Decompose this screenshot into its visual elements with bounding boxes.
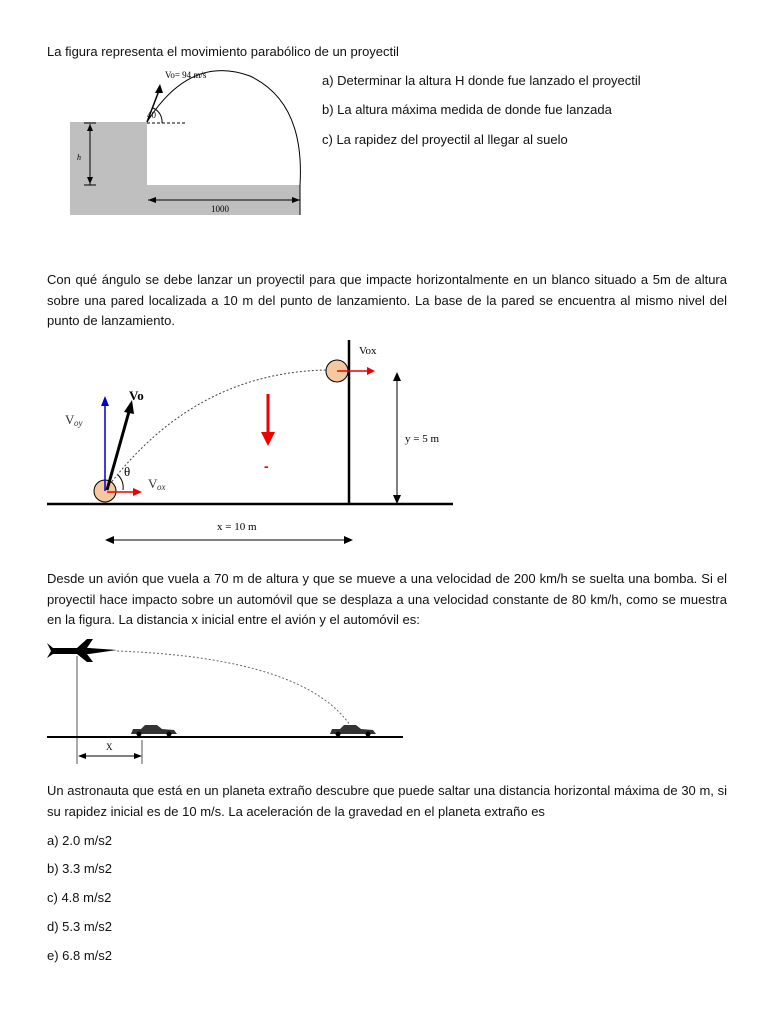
distance-label: 1000 bbox=[211, 204, 229, 214]
vox-top-label: Vox bbox=[359, 345, 377, 357]
problem-4-text: Un astronauta que está en un planeta extraño descubre que puede saltar una distancia horizontal máxima de 30 m, si su rapidez inicial es de 10 m/s. La aceleración de la gravedad en el planeta extraño es bbox=[47, 783, 727, 819]
problem-2-text: Con qué ángulo se debe lanzar un proyectil para que impacte horizontalmente en un blanco situado a 5m de altura sobre una pared localizada a 10 m del punto de lanzamiento. La base de la pared se encuentra al mismo nivel del punto de lanzamiento. bbox=[47, 272, 727, 328]
problem-4-option-d: d) 5.3 m/s2 bbox=[47, 919, 113, 934]
problem-4-option-b: b) 3.3 m/s2 bbox=[47, 861, 113, 876]
car-left-icon bbox=[131, 725, 177, 737]
cliff-block bbox=[70, 122, 147, 215]
x-label: X bbox=[106, 742, 113, 752]
problem-4-option-a: a) 2.0 m/s2 bbox=[47, 833, 113, 848]
problem-1-question-a: a) Determinar la altura H donde fue lanzado el proyectil bbox=[322, 73, 641, 88]
theta-arc bbox=[118, 475, 123, 490]
problem-3-text: Desde un avión que vuela a 70 m de altura y que se mueve a una velocidad de 200 km/h se suelta una bomba. Si el proyectil hace impacto sobre un automóvil que se desplaza a una velocidad constante de 80 km/h, como se muestra en la figura. La distancia x inicial entre el avión y el automóvil es: bbox=[47, 571, 727, 627]
vo-label: Vo= 94 m/s bbox=[165, 70, 207, 80]
minus-sign: - bbox=[264, 458, 269, 474]
vox-subscript: ox bbox=[157, 482, 166, 492]
problem-4-option-c: c) 4.8 m/s2 bbox=[47, 890, 112, 905]
x-label: x = 10 m bbox=[217, 521, 257, 533]
voy-v: V bbox=[65, 412, 75, 427]
angle-label: 40 bbox=[147, 110, 156, 120]
trajectory-curve bbox=[147, 71, 300, 185]
bomb-trajectory bbox=[117, 651, 352, 728]
figure-wall-projectile bbox=[47, 338, 457, 548]
problem-1-title: La figura representa el movimiento parabólico de un proyectil bbox=[47, 44, 399, 59]
y-label: y = 5 m bbox=[405, 433, 440, 445]
car-right-icon bbox=[330, 725, 376, 737]
theta-label: θ bbox=[124, 464, 131, 479]
problem-4-option-e: e) 6.8 m/s2 bbox=[47, 948, 113, 963]
figure-cliff-projectile bbox=[60, 62, 320, 222]
airplane-icon bbox=[47, 639, 117, 662]
voy-subscript: oy bbox=[74, 418, 83, 428]
velocity-arrowhead bbox=[155, 84, 163, 93]
problem-1-question-c: c) La rapidez del proyectil al llegar al suelo bbox=[322, 132, 568, 147]
problem-1-question-b: b) La altura máxima medida de donde fue lanzada bbox=[322, 102, 612, 117]
vo-label: Vo bbox=[129, 388, 144, 403]
h-label: h bbox=[77, 153, 81, 162]
vox-v: V bbox=[148, 476, 158, 491]
figure-plane-bomb bbox=[47, 636, 407, 768]
